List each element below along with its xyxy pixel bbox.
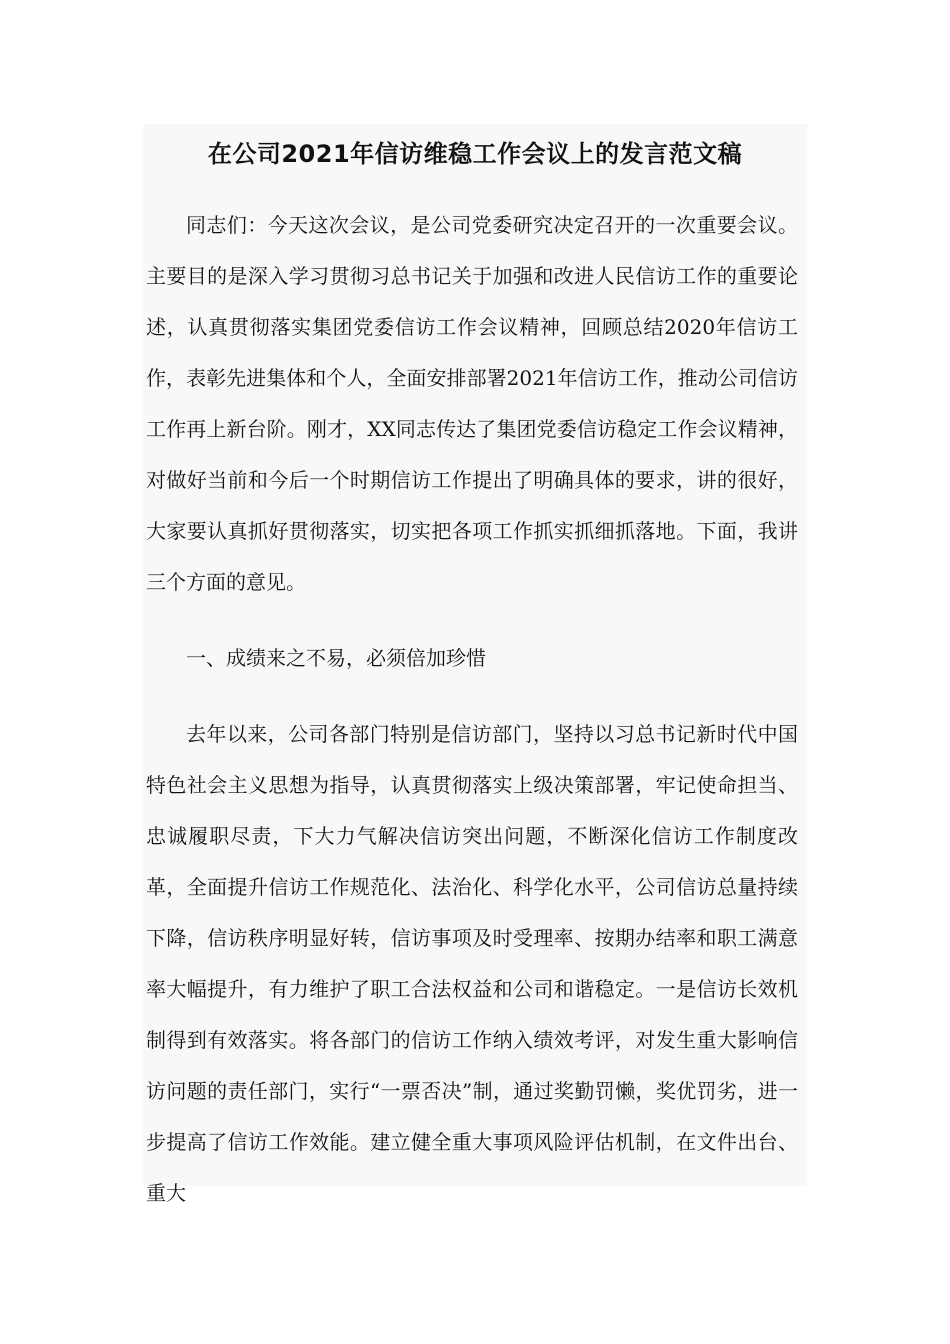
paragraph-opening: 同志们：今天这次会议，是公司党委研究决定召开的一次重要会议。主要目的是深入学习贯彻习总书记关于加强和改进人民信访工作的重要论述，认真贯彻落实集团党委信访工作会议精神，回顾总结2020年信访工作，表彰先进集体和个人，全面安排部署2021年信访工作，推动公司信访工作再上新台阶。刚才，XX同志传达了集团党委信访稳定工作会议精神，对做好当前和今后一个时期信访工作提出了明确具体的要求，讲的很好，大家要认真抓好贯彻落实，切实把各项工作抓实抓细抓落地。下面，我讲三个方面的意见。 — [146, 213, 798, 594]
document-title: 在公司2021年信访维稳工作会议上的发言范文稿 — [207, 140, 743, 168]
document-body — [146, 200, 798, 1219]
paragraph-achievements: 去年以来，公司各部门特别是信访部门，坚持以习总书记新时代中国特色社会主义思想为指导，认真贯彻落实上级决策部署，牢记使命担当、忠诚履职尽责，下大力气解决信访突出问题，不断深化信访工作制度改革，全面提升信访工作规范化、法治化、科学化水平，公司信访总量持续下降，信访秩序明显好转，信访事项及时受理率、按期办结率和职工满意率大幅提升，有力维护了职工合法权益和公司和谐稳定。一是信访长效机制得到有效落实。将各部门的信访工作纳入绩效考评，对发生重大影响信访问题的责任部门，实行“一票否决”制，通过奖勤罚懒，奖优罚劣，进一步提高了信访工作效能。建立健全重大事项风险评估机制，在文件出台、重大 — [146, 722, 798, 1205]
section-heading-1: 一、成绩来之不易，必须倍加珍惜 — [186, 646, 486, 670]
